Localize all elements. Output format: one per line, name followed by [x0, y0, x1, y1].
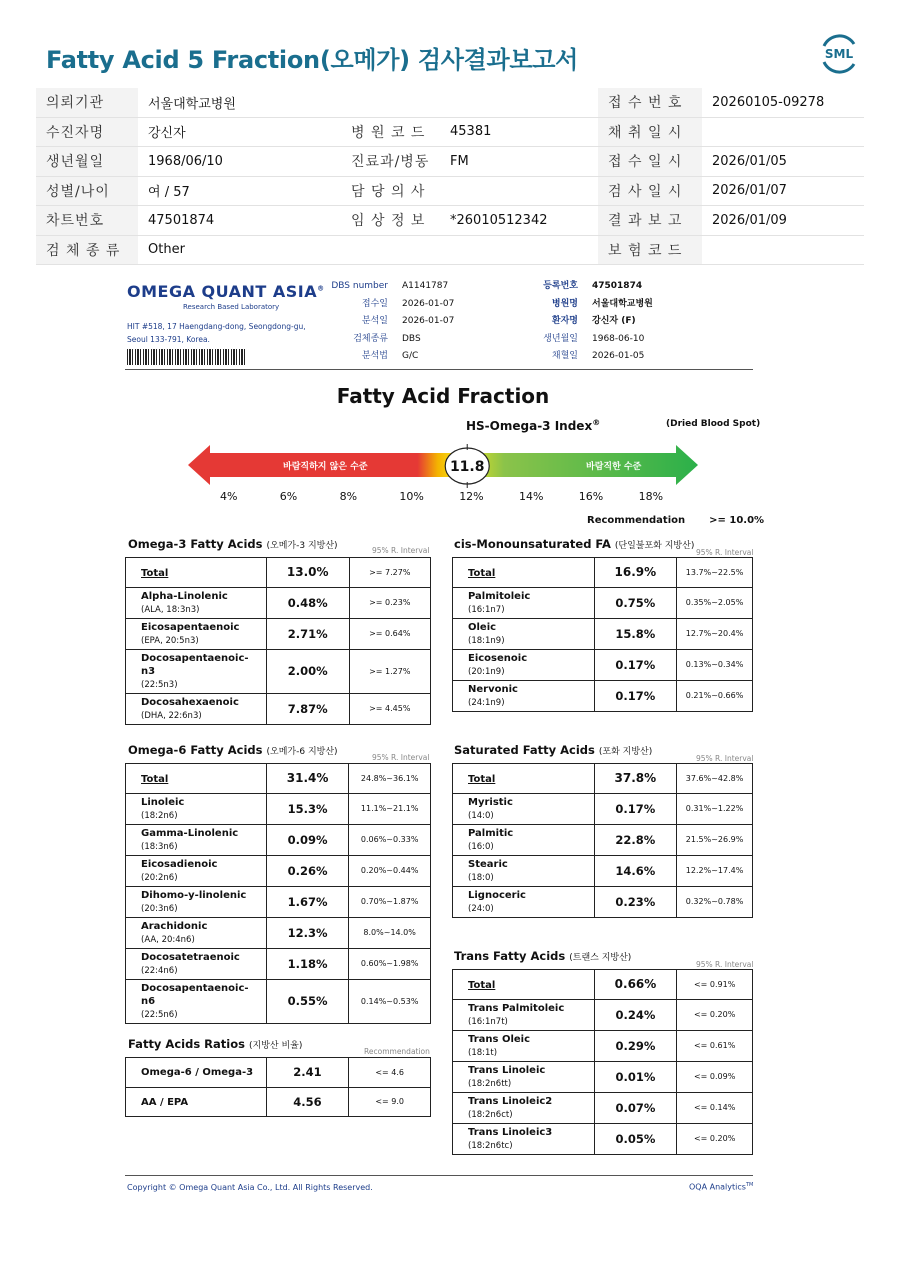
- table-row: [126, 979, 431, 1023]
- table-row: [126, 693, 431, 724]
- report-title: Fatty Acid 5 Fraction(오메가) 검사결과보고서: [46, 46, 579, 74]
- reference-range: >= 7.27%: [349, 558, 430, 588]
- table-row: [453, 855, 753, 886]
- field-label: 차트번호: [36, 206, 138, 236]
- reference-range: 0.31%~1.22%: [677, 793, 753, 824]
- reference-range: 0.35%~2.05%: [677, 587, 753, 618]
- reference-range: >= 0.23%: [349, 587, 430, 618]
- acid-name: Myristic: [468, 796, 513, 808]
- total-row: [126, 558, 431, 588]
- acid-value: 12.3%: [266, 917, 348, 948]
- lab-info-left: [326, 278, 454, 366]
- acid-code: (AA, 20:4n6): [141, 934, 195, 945]
- acid-name-cell: [453, 680, 595, 711]
- field-value: [440, 176, 598, 206]
- reference-range: 21.5%~26.9%: [677, 824, 753, 855]
- lab-subtitle: Research Based Laboratory: [183, 303, 280, 311]
- field-value: [440, 235, 598, 265]
- acid-name: Dihomo-y-linolenic: [141, 889, 247, 901]
- acid-name: Alpha-Linolenic: [141, 590, 228, 602]
- acid-name: Eicosenoic: [468, 652, 528, 664]
- acid-code: (20:2n6): [141, 872, 178, 883]
- reference-range: >= 1.27%: [349, 649, 430, 693]
- acid-value: 0.07%: [594, 1092, 677, 1123]
- acid-name: Lignoceric: [468, 889, 526, 901]
- field-value: 1968/06/10: [138, 147, 341, 177]
- acid-value: 2.00%: [266, 649, 349, 693]
- reference-range: 0.13%~0.34%: [677, 649, 753, 680]
- acid-name-cell: [126, 979, 267, 1023]
- acid-value: 0.48%: [266, 587, 349, 618]
- cismono-title: cis-Monounsaturated FA (단일불포화 지방산): [454, 537, 695, 551]
- acid-name-cell: [126, 886, 267, 917]
- acid-name-cell: [126, 917, 267, 948]
- field-label: 검 사 일 시: [598, 176, 702, 206]
- acid-name-cell: [126, 824, 267, 855]
- field-value: 45381: [440, 117, 598, 147]
- table-row: [453, 1092, 753, 1123]
- acid-name: Trans Linoleic3: [468, 1126, 553, 1138]
- trans-ri-label: 95% R. Interval: [696, 960, 754, 969]
- patient-row: [36, 117, 864, 147]
- field-label: 보 험 코 드: [598, 235, 702, 265]
- acid-name: Omega-6 / Omega-3: [141, 1067, 254, 1079]
- acid-name-cell: [453, 970, 595, 1000]
- field-value: Other: [138, 235, 341, 265]
- omega3-title: Omega-3 Fatty Acids (오메가-3 지방산): [128, 537, 338, 551]
- acid-name-cell: [453, 1030, 595, 1061]
- lab-info-value: 47501874: [592, 281, 643, 291]
- trans-table: [452, 969, 753, 1155]
- acid-name-cell: [453, 618, 595, 649]
- reference-range: >= 0.64%: [349, 618, 430, 649]
- lab-info-row: [326, 331, 454, 349]
- acid-code: (14:0): [468, 810, 494, 821]
- gauge-tick-label: 8%: [339, 490, 358, 503]
- field-label: 의뢰기관: [36, 88, 138, 117]
- table-row: [126, 855, 431, 886]
- acid-code: (16:0): [468, 841, 494, 852]
- table-row: [126, 649, 431, 693]
- omega3-index-gauge: [180, 438, 710, 490]
- acid-value: 0.23%: [594, 886, 677, 917]
- sml-logo: [818, 32, 860, 74]
- gauge-tick-label: 4%: [220, 490, 238, 503]
- lab-name: OMEGA QUANT ASIA®: [127, 282, 325, 301]
- reference-range: 13.7%~22.5%: [677, 558, 753, 588]
- field-label: 성별/나이: [36, 176, 138, 206]
- acid-value: 0.01%: [594, 1061, 677, 1092]
- acid-name-cell: [453, 764, 595, 794]
- table-row: [453, 1061, 753, 1092]
- acid-value: 0.66%: [594, 970, 677, 1000]
- reference-range: 12.2%~17.4%: [677, 855, 753, 886]
- table-row: [453, 680, 753, 711]
- reference-range: 0.20%~0.44%: [349, 855, 431, 886]
- acid-code: (20:3n6): [141, 903, 178, 914]
- lab-info-key: DBS number: [331, 281, 388, 291]
- trans-title: Trans Fatty Acids (트랜스 지방산): [454, 949, 632, 963]
- lab-info-row: [326, 278, 454, 296]
- table-row: [126, 793, 431, 824]
- acid-name: Trans Linoleic2: [468, 1095, 553, 1107]
- gauge-tick-label: 14%: [519, 490, 544, 503]
- total-row: [126, 764, 431, 794]
- acid-name: Linoleic: [141, 796, 185, 808]
- acid-name: Total: [468, 979, 496, 991]
- acid-name-cell: [126, 618, 267, 649]
- logo-text: SML: [824, 47, 854, 61]
- acid-code: (22:4n6): [141, 965, 178, 976]
- lab-info-key: 접수일: [361, 298, 388, 309]
- acid-name-cell: [126, 855, 267, 886]
- reference-range: 0.60%~1.98%: [349, 948, 431, 979]
- field-value: *26010512342: [440, 206, 598, 236]
- table-row: [453, 618, 753, 649]
- gauge-tick-label: 16%: [578, 490, 604, 503]
- field-value: [341, 235, 440, 265]
- acid-name-cell: [126, 649, 267, 693]
- recommendation: Recommendation >= 10.0%: [587, 515, 765, 526]
- lab-info-row: [523, 348, 653, 366]
- acid-name-cell: [453, 999, 595, 1030]
- acid-code: (18:2n6ct): [468, 1109, 513, 1120]
- acid-name: Trans Linoleic: [468, 1064, 546, 1076]
- table-row: [453, 1123, 753, 1154]
- acid-code: (16:1n7): [468, 604, 505, 615]
- reference-range: 0.06%~0.33%: [349, 824, 431, 855]
- acid-value: 0.24%: [594, 999, 677, 1030]
- lab-address: HIT #518, 17 Haengdang-dong, Seongdong-gu, Seoul 133-791, Korea.: [127, 322, 306, 344]
- acid-code: (18:1n9): [468, 635, 505, 646]
- bad-level-label: 바람직하지 않은 수준: [283, 462, 368, 472]
- lab-info-value: G/C: [402, 351, 419, 361]
- acid-name: Total: [141, 567, 169, 579]
- table-row: [126, 1058, 431, 1088]
- reference-range: <= 4.6: [349, 1058, 431, 1088]
- good-level-label: 바람직한 수준: [586, 462, 642, 472]
- acid-value: 14.6%: [594, 855, 677, 886]
- total-row: [453, 764, 753, 794]
- table-row: [453, 824, 753, 855]
- lab-info-key: 분석일: [361, 316, 388, 326]
- reference-range: 0.32%~0.78%: [677, 886, 753, 917]
- lab-info-key: 검체종류: [353, 333, 388, 344]
- acid-name-cell: [453, 587, 595, 618]
- acid-name-cell: [126, 558, 267, 588]
- saturated-table: [452, 763, 753, 918]
- gauge-tick-label: 18%: [638, 490, 664, 503]
- reference-range: <= 0.20%: [677, 1123, 753, 1154]
- reference-range: 12.7%~20.4%: [677, 618, 753, 649]
- field-value: 2026/01/05: [702, 147, 864, 177]
- lab-info-key: 환자명: [551, 316, 578, 326]
- reference-range: <= 9.0: [349, 1087, 431, 1117]
- acid-value: 0.29%: [594, 1030, 677, 1061]
- field-value: 2026/01/07: [702, 176, 864, 206]
- table-row: [453, 1030, 753, 1061]
- acid-value: 16.9%: [594, 558, 677, 588]
- reference-range: 0.14%~0.53%: [349, 979, 431, 1023]
- acid-code: (EPA, 20:5n3): [141, 635, 199, 646]
- reference-range: <= 0.91%: [677, 970, 753, 1000]
- dried-blood-spot: (Dried Blood Spot): [666, 419, 761, 429]
- acid-code: (18:2n6tt): [468, 1078, 512, 1089]
- total-row: [453, 970, 753, 1000]
- lab-info-row: [523, 331, 653, 349]
- acid-name-cell: [126, 1087, 267, 1117]
- acid-name-cell: [453, 855, 595, 886]
- lab-info-key: 등록번호: [543, 281, 578, 291]
- lab-info-row: [326, 296, 454, 314]
- acid-name: Trans Palmitoleic: [468, 1002, 565, 1014]
- acid-name-cell: [453, 793, 595, 824]
- field-value: 47501874: [138, 206, 341, 236]
- acid-name: Total: [141, 773, 169, 785]
- acid-name: Trans Oleic: [468, 1033, 531, 1045]
- patient-info-table: [36, 88, 864, 265]
- acid-code: (22:5n3): [141, 679, 178, 690]
- acid-name: AA / EPA: [141, 1096, 189, 1108]
- field-value: 서울대학교병원: [138, 88, 341, 117]
- lab-info-key: 채혈일: [551, 351, 578, 361]
- patient-row: [36, 147, 864, 177]
- field-label: 수진자명: [36, 117, 138, 147]
- field-value: 20260105-09278: [702, 88, 864, 117]
- acid-name: Total: [468, 773, 496, 785]
- lab-info-key: 분석법: [361, 351, 388, 361]
- patient-row: [36, 88, 864, 117]
- lab-info-value: 강신자 (F): [592, 316, 636, 326]
- acid-name-cell: [126, 1058, 267, 1088]
- acid-code: (ALA, 18:3n3): [141, 604, 200, 615]
- reference-range: 8.0%~14.0%: [349, 917, 431, 948]
- acid-name: Arachidonic: [141, 920, 208, 932]
- field-label: 결 과 보 고: [598, 206, 702, 236]
- field-value: [440, 88, 598, 117]
- barcode: [127, 349, 245, 365]
- acid-value: 15.8%: [594, 618, 677, 649]
- acid-code: (20:1n9): [468, 666, 505, 677]
- copyright: Copyright © Omega Quant Asia Co., Ltd. All Rights Reserved.: [127, 1183, 373, 1192]
- acid-name: Eicosapentaenoic: [141, 621, 240, 633]
- field-value: FM: [440, 147, 598, 177]
- acid-name-cell: [453, 1061, 595, 1092]
- acid-value: 0.26%: [266, 855, 348, 886]
- acid-value: 4.56: [266, 1087, 349, 1117]
- acid-name-cell: [453, 1092, 595, 1123]
- acid-code: (24:1n9): [468, 697, 505, 708]
- gauge-tick-label: 12%: [459, 490, 484, 503]
- acid-name-cell: [453, 1123, 595, 1154]
- acid-name: Nervonic: [468, 683, 518, 695]
- acid-value: 0.09%: [266, 824, 348, 855]
- acid-name-cell: [126, 693, 267, 724]
- lab-info-row: [523, 278, 653, 296]
- table-row: [453, 587, 753, 618]
- saturated-title: Saturated Fatty Acids (포화 지방산): [454, 743, 653, 757]
- acid-value: 0.05%: [594, 1123, 677, 1154]
- field-value: 여 / 57: [138, 176, 341, 206]
- reference-range: >= 4.45%: [349, 693, 430, 724]
- acid-name: Eicosadienoic: [141, 858, 218, 870]
- acid-value: 37.8%: [594, 764, 677, 794]
- reference-range: <= 0.61%: [677, 1030, 753, 1061]
- acid-value: 0.17%: [594, 680, 677, 711]
- acid-name-cell: [126, 764, 267, 794]
- table-row: [126, 917, 431, 948]
- omega6-ri-label: 95% R. Interval: [372, 753, 430, 762]
- field-label: 검 체 종 류: [36, 235, 138, 265]
- lab-info-value: A1141787: [402, 281, 449, 291]
- lab-info-row: [326, 313, 454, 331]
- acid-code: (18:1t): [468, 1047, 498, 1058]
- field-label: 진료과/병동: [341, 147, 440, 177]
- field-label: 병 원 코 드: [341, 117, 440, 147]
- field-label: 담 당 의 사: [341, 176, 440, 206]
- acid-value: 0.17%: [594, 649, 677, 680]
- reference-range: <= 0.14%: [677, 1092, 753, 1123]
- acid-name: Palmitoleic: [468, 590, 531, 602]
- total-row: [453, 558, 753, 588]
- table-row: [126, 948, 431, 979]
- acid-value: 0.55%: [266, 979, 348, 1023]
- acid-value: 22.8%: [594, 824, 677, 855]
- field-label: 접 수 일 시: [598, 147, 702, 177]
- oqa-analytics: OQA Analytics™: [689, 1182, 754, 1192]
- lab-info-value: 2026-01-05: [592, 351, 645, 361]
- acid-name-cell: [453, 649, 595, 680]
- acid-name: Palmitic: [468, 827, 514, 839]
- lab-info-key: 생년월일: [543, 333, 578, 344]
- acid-name: Total: [468, 567, 496, 579]
- acid-name: Gamma-Linolenic: [141, 827, 239, 839]
- field-value: 강신자: [138, 117, 341, 147]
- field-value: 2026/01/09: [702, 206, 864, 236]
- hs-omega3-title: HS-Omega-3 Index®: [466, 418, 601, 433]
- table-row: [453, 793, 753, 824]
- field-label: 생년월일: [36, 147, 138, 177]
- acid-code: (22:5n6): [141, 1009, 178, 1020]
- omega3-table: [125, 557, 431, 725]
- lab-info-key: 병원명: [551, 298, 578, 309]
- acid-name: Docosatetraenoic: [141, 951, 240, 963]
- omega3-ri-label: 95% R. Interval: [372, 546, 430, 555]
- fraction-title: Fatty Acid Fraction: [336, 384, 550, 408]
- table-row: [126, 824, 431, 855]
- saturated-ri-label: 95% R. Interval: [696, 754, 754, 763]
- cismono-table: [452, 557, 753, 712]
- acid-value: 31.4%: [266, 764, 348, 794]
- acid-name: Docosahexaenoic: [141, 696, 239, 708]
- acid-value: 13.0%: [266, 558, 349, 588]
- gauge-tick-label: 10%: [399, 490, 424, 503]
- reference-range: 24.8%~36.1%: [349, 764, 431, 794]
- lab-info-row: [523, 296, 653, 314]
- table-row: [126, 1087, 431, 1117]
- acid-name-cell: [126, 587, 267, 618]
- field-value: [702, 235, 864, 265]
- lab-info-row: [326, 348, 454, 366]
- acid-code: (DHA, 22:6n3): [141, 710, 202, 721]
- footer-divider: [125, 1175, 753, 1176]
- reference-range: 37.6%~42.8%: [677, 764, 753, 794]
- acid-name-cell: [453, 824, 595, 855]
- field-value: [341, 88, 440, 117]
- acid-value: 1.18%: [266, 948, 348, 979]
- header-divider: [125, 369, 753, 370]
- acid-name: Oleic: [468, 621, 497, 633]
- acid-code: (18:2n6tc): [468, 1140, 513, 1151]
- reference-range: <= 0.09%: [677, 1061, 753, 1092]
- field-label: 임 상 정 보: [341, 206, 440, 236]
- acid-name-cell: [453, 886, 595, 917]
- field-label: 접 수 번 호: [598, 88, 702, 117]
- acid-name-cell: [453, 558, 595, 588]
- table-row: [453, 886, 753, 917]
- lab-info-value: 1968-06-10: [592, 333, 645, 344]
- patient-row: [36, 176, 864, 206]
- lab-info-value: 2026-01-07: [402, 316, 455, 326]
- acid-value: 2.41: [266, 1058, 349, 1088]
- lab-info-value: 서울대학교병원: [592, 298, 653, 309]
- lab-info-value: DBS: [402, 333, 421, 344]
- acid-code: (18:2n6): [141, 810, 178, 821]
- table-row: [453, 999, 753, 1030]
- acid-name-cell: [126, 793, 267, 824]
- patient-row: [36, 235, 864, 265]
- acid-value: 1.67%: [266, 886, 348, 917]
- acid-name: Docosapentaenoic-n6: [141, 982, 249, 1007]
- acid-value: 0.75%: [594, 587, 677, 618]
- reference-range: <= 0.20%: [677, 999, 753, 1030]
- ratios-title: Fatty Acids Ratios (지방산 비율): [128, 1037, 303, 1051]
- cismono-ri-label: 95% R. Interval: [696, 548, 754, 557]
- acid-value: 7.87%: [266, 693, 349, 724]
- omega6-title: Omega-6 Fatty Acids (오메가-6 지방산): [128, 743, 338, 757]
- acid-code: (24:0): [468, 903, 494, 914]
- acid-code: (18:3n6): [141, 841, 178, 852]
- acid-value: 15.3%: [266, 793, 348, 824]
- table-row: [453, 649, 753, 680]
- gauge-tick-label: 6%: [279, 490, 298, 503]
- reference-range: 0.70%~1.87%: [349, 886, 431, 917]
- acid-value: 2.71%: [266, 618, 349, 649]
- acid-name-cell: [126, 948, 267, 979]
- reference-range: 0.21%~0.66%: [677, 680, 753, 711]
- omega6-table: [125, 763, 431, 1024]
- acid-name: Docosapentaenoic-n3: [141, 652, 249, 677]
- field-label: 채 취 일 시: [598, 117, 702, 147]
- acid-name: Stearic: [468, 858, 508, 870]
- acid-code: (16:1n7t): [468, 1016, 508, 1027]
- ratios-rec-label: Recommendation: [364, 1047, 430, 1056]
- acid-code: (18:0): [468, 872, 494, 883]
- table-row: [126, 886, 431, 917]
- acid-value: 0.17%: [594, 793, 677, 824]
- lab-info-value: 2026-01-07: [402, 298, 455, 309]
- table-row: [126, 587, 431, 618]
- table-row: [126, 618, 431, 649]
- field-value: [702, 117, 864, 147]
- patient-row: [36, 206, 864, 236]
- reference-range: 11.1%~21.1%: [349, 793, 431, 824]
- ratios-table: [125, 1057, 431, 1117]
- lab-info-right: [523, 278, 653, 366]
- index-value: 11.8: [449, 459, 485, 475]
- lab-info-row: [523, 313, 653, 331]
